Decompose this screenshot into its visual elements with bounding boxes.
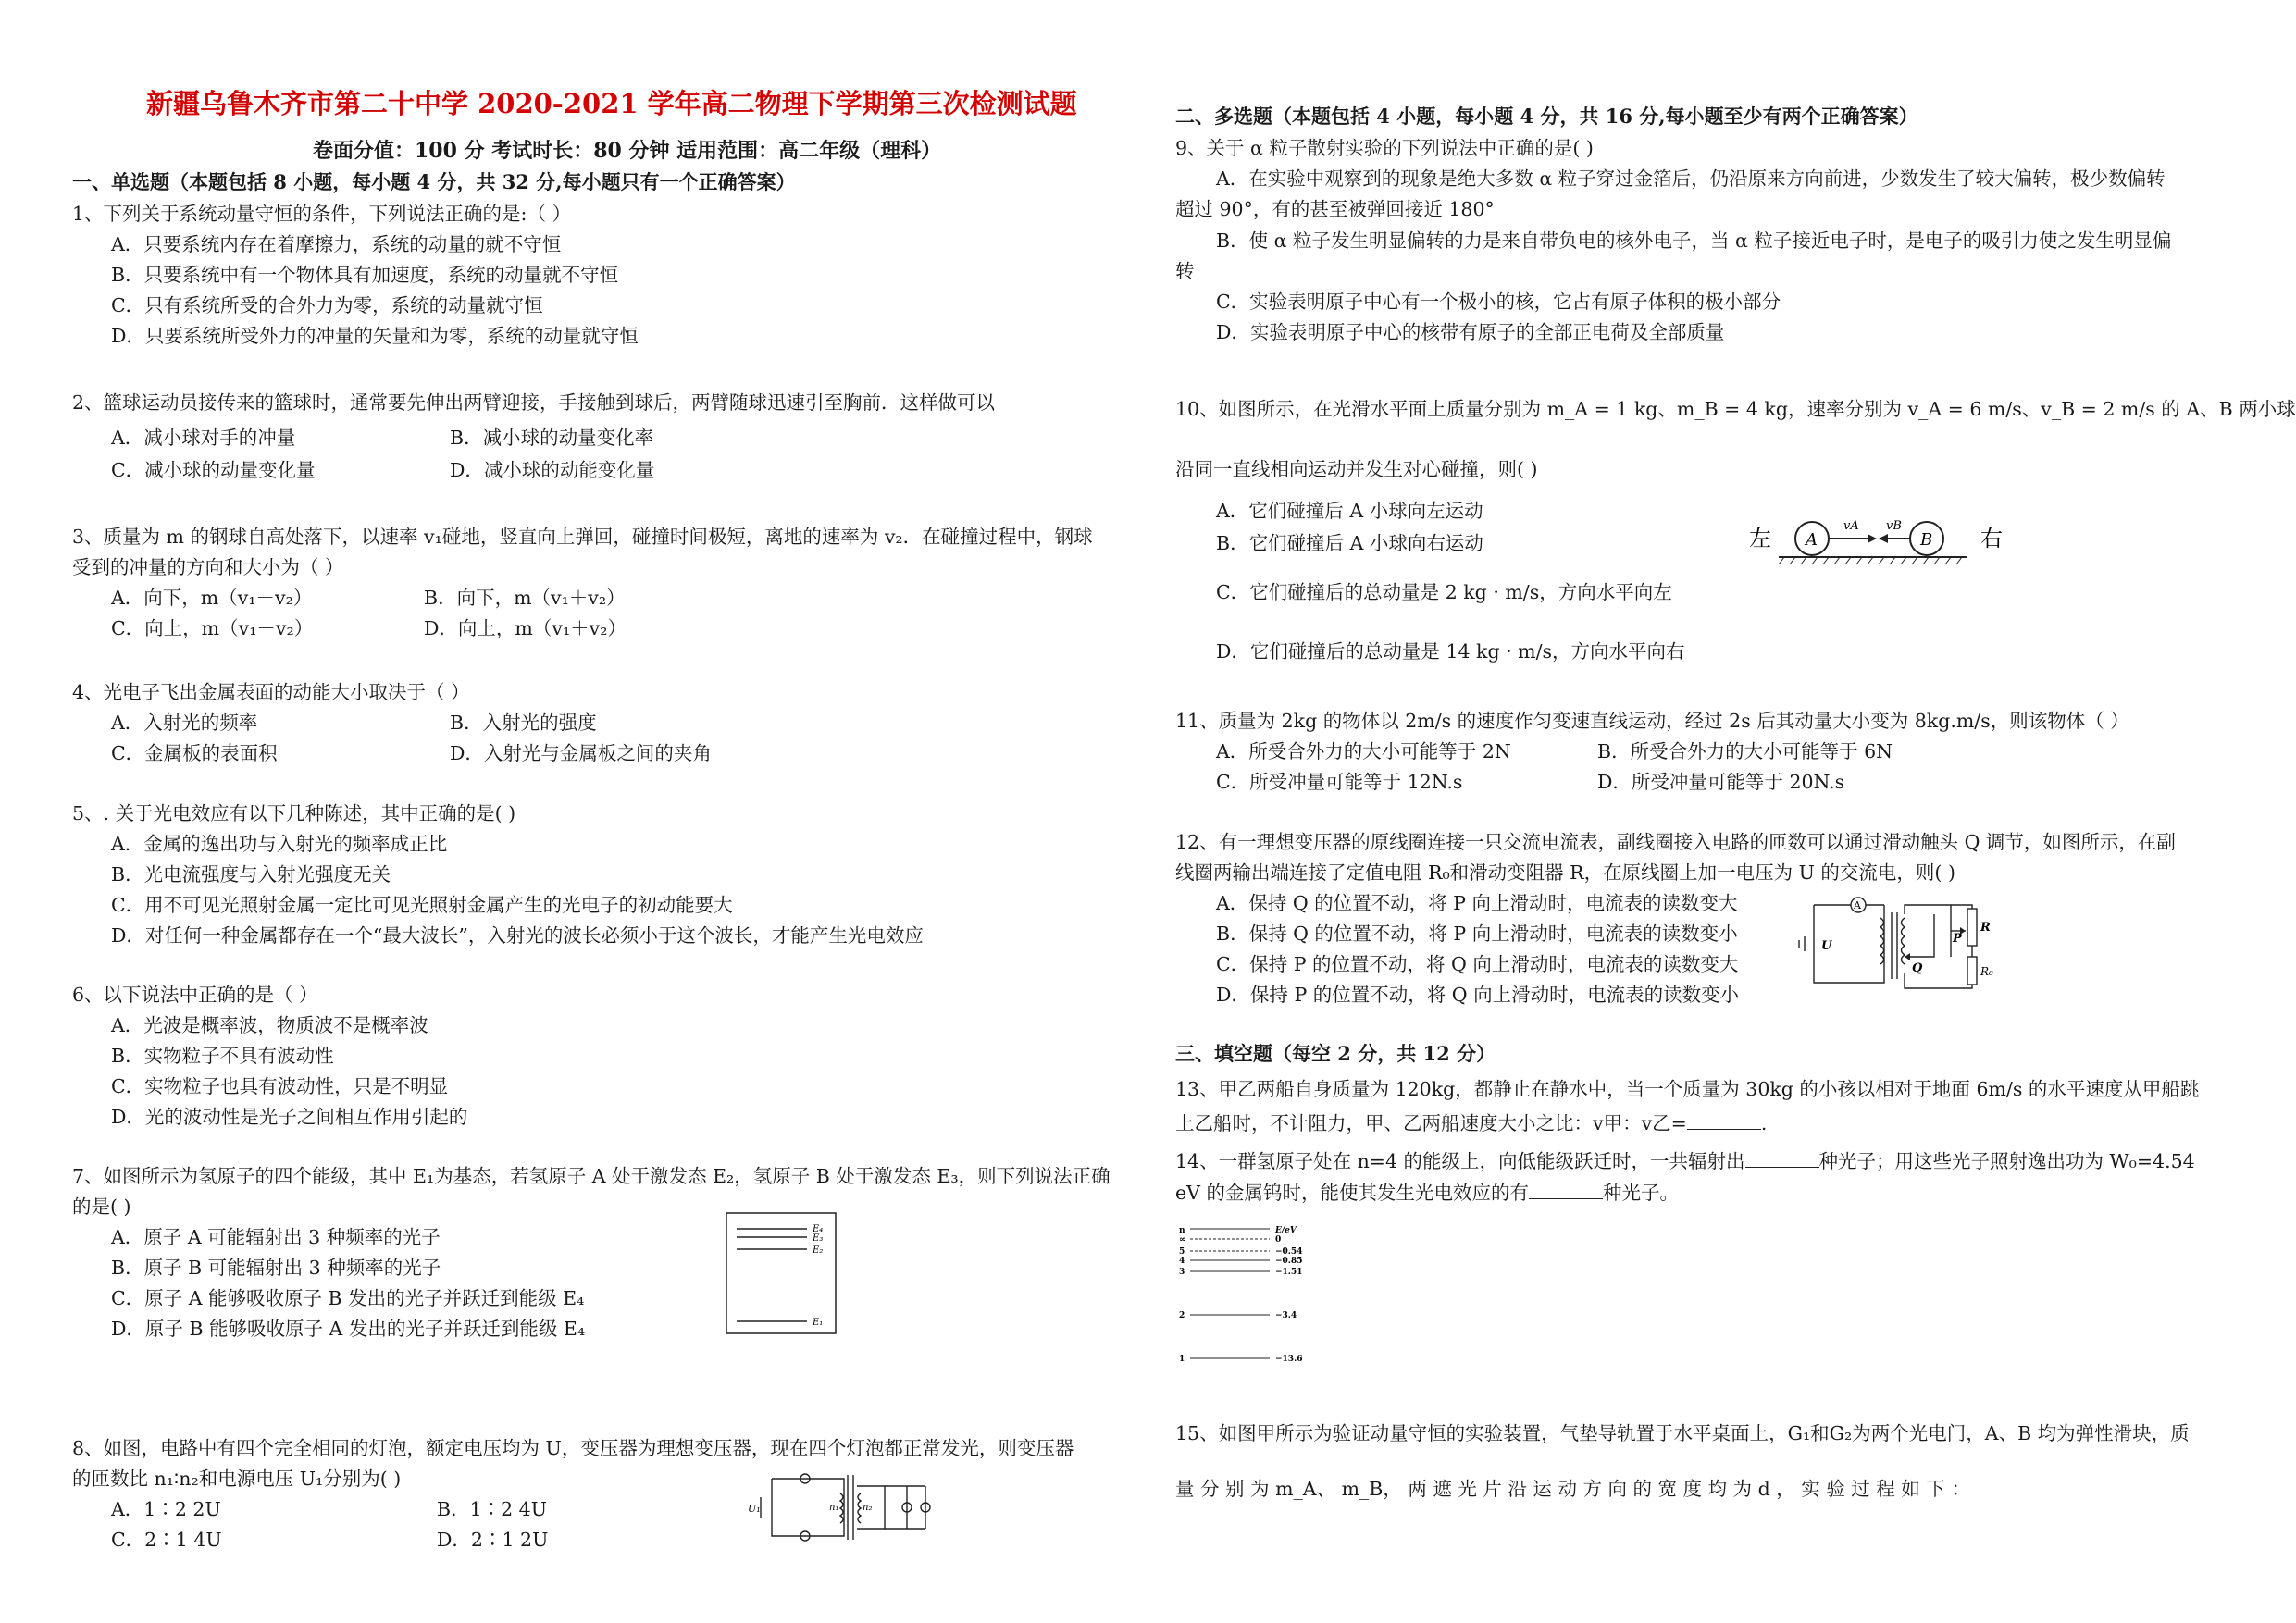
q2-stem: 2、篮球运动员接传来的篮球时，通常要先伸出两臂迎接，手接触到球后，两臂随球迅速引至胸前．这样做可以: [72, 391, 996, 414]
q7-option-d: D．原子 B 能够吸收原子 A 发出的光子并跃迁到能级 E₄: [111, 1318, 586, 1340]
q10-label-left: 左: [1749, 526, 1771, 551]
q14-level-5: [1179, 1247, 1302, 1257]
q10-option-a: A．它们碰撞后 A 小球向左运动: [1216, 500, 1483, 522]
exam-meta: 卷面分值：100 分 考试时长：80 分钟 适用范围：高二年级（理科）: [313, 139, 942, 163]
q14-level-1: [1179, 1355, 1302, 1364]
q14-level-3: [1179, 1268, 1302, 1277]
q3-option-b: B．向下，m（v₁＋v₂）: [424, 587, 626, 609]
q14-answer-blank-2[interactable]: [1529, 1197, 1603, 1199]
q3-option-a: A．向下，m（v₁－v₂）: [111, 587, 313, 609]
q9-option-d: D．实验表明原子中心的核带有原子的全部正电荷及全部质量: [1216, 321, 1725, 343]
q11-option-c: C．所受冲量可能等于 12N.s: [1216, 771, 1463, 793]
q3-stem-line2: 受到的冲量的方向和大小为（ ）: [72, 556, 344, 578]
q5-option-d: D．对任何一种金属都存在一个“最大波长”，入射光的波长必须小于这个波长，才能产生光电效应: [111, 924, 924, 947]
q14-n-header: n: [1179, 1226, 1185, 1235]
q1-option-a: A．只要系统内存在着摩擦力，系统的动量的就不守恒: [111, 233, 562, 255]
q10-collision-figure: [1749, 505, 2008, 570]
q4-option-c: C．金属板的表面积: [111, 742, 278, 764]
q12-resistor-r0: [1967, 957, 1977, 985]
q7-option-a: A．原子 A 可能辐射出 3 种频率的光子: [111, 1226, 441, 1248]
q12-transformer-circuit-figure: [1795, 886, 2008, 994]
q12-option-d: D．保持 P 的位置不动，将 Q 向上滑动时，电流表的读数变小: [1216, 984, 1740, 1006]
q10-option-c: C．它们碰撞后的总动量是 2 kg · m/s，方向水平向左: [1216, 581, 1672, 603]
q10-label-vb: vB: [1886, 519, 1902, 533]
q8-option-b: B．1∶2 4U: [437, 1498, 547, 1520]
q9-option-a-line1: A．在实验中观察到的现象是绝大多数 α 粒子穿过金箔后，仍沿原来方向前进，少数发生了较大偏转，极少数偏转: [1216, 167, 2166, 190]
q7-label-e1: E₁: [813, 1318, 824, 1328]
q7-label-e2: E₂: [813, 1245, 824, 1256]
q6-option-d: D．光的波动性是光子之间相互作用引起的: [111, 1106, 468, 1128]
q5-stem: 5、. 关于光电效应有以下几种陈述，其中正确的是( ): [72, 802, 516, 824]
q12-stem-line2: 线圈两输出端连接了定值电阻 R₀和滑动变阻器 R，在原线圈上加一电压为 U 的交流电，则( ): [1175, 861, 1955, 884]
q6-stem: 6、以下说法中正确的是（ ）: [72, 984, 318, 1006]
q12-option-a: A．保持 Q 的位置不动，将 P 向上滑动时，电流表的读数变大: [1216, 892, 1738, 914]
q12-stem-line1: 12、有一理想变压器的原线圈连接一只交流电流表，副线圈接入电路的匝数可以通过滑动触头 Q 调节，如图所示，在副: [1175, 831, 2176, 853]
q12-rheostat-r: [1967, 909, 1977, 946]
q8-option-d: D．2∶1 2U: [437, 1529, 549, 1551]
q12-label-r0: R₀: [1980, 965, 1993, 978]
q10-arrow-vb-head-icon: [1879, 534, 1888, 543]
q15-line1: 15、如图甲所示为验证动量守恒的实验装置，气垫导轨置于水平桌面上，G₁和G₂为两个光电门，A、B 均为弹性滑块，质: [1175, 1422, 2190, 1444]
q8-primary-coil-icon: [840, 1493, 843, 1523]
q12-option-b: B．保持 Q 的位置不动，将 P 向上滑动时，电流表的读数变小: [1216, 923, 1738, 945]
q9-option-b-line1: B．使 α 粒子发生明显偏转的力是来自带负电的核外电子，当 α 粒子接近电子时，是电子的吸引力使之发生明显偏: [1216, 229, 2172, 252]
svg-text:4: 4: [1179, 1257, 1185, 1266]
q13-answer-blank[interactable]: [1687, 1128, 1761, 1130]
q9-stem: 9、关于 α 粒子散射实验的下列说法中正确的是( ): [1175, 137, 1594, 159]
q2-option-d: D．减小球的动能变化量: [450, 459, 655, 481]
q2-option-c: C．减小球的动量变化量: [111, 459, 316, 481]
q12-label-p: P: [1953, 932, 1962, 946]
q10-label-right: 右: [1980, 526, 2003, 551]
q14-e-header: E/eV: [1275, 1226, 1297, 1235]
q8-option-c: C．2∶1 4U: [111, 1529, 222, 1551]
exam-title: 新疆乌鲁木齐市第二十中学 2020-2021 学年高二物理下学期第三次检测试题: [146, 88, 1077, 119]
q4-stem: 4、光电子飞出金属表面的动能大小取决于（ ）: [72, 681, 470, 703]
q8-stem-line1: 8、如图，电路中有四个完全相同的灯泡，额定电压均为 U，变压器为理想变压器，现在四个灯泡都正常发光，则变压器: [72, 1437, 1074, 1459]
q14-line2-end: 种光子。: [1602, 1182, 1679, 1204]
q14-line1: [1175, 1146, 2195, 1173]
svg-text:−13.6: −13.6: [1275, 1355, 1303, 1364]
q12-option-c: C．保持 P 的位置不动，将 Q 向上滑动时，电流表的读数变大: [1216, 953, 1739, 975]
q6-option-a: A．光波是概率波，物质波不是概率波: [111, 1014, 428, 1036]
q9-option-a-line2: 超过 90°，有的甚至被弹回接近 180°: [1175, 198, 1495, 220]
q7-stem-line2: 的是( ): [72, 1196, 131, 1218]
q8-label-u1: U₁: [748, 1503, 761, 1515]
q7-option-c: C．原子 A 能够吸收原子 B 发出的光子并跃迁到能级 E₄: [111, 1287, 585, 1309]
q4-option-a: A．入射光的频率: [111, 712, 258, 734]
q1-option-d: D．只要系统所受外力的冲量的矢量和为零，系统的动量就守恒: [111, 325, 639, 347]
q4-option-d: D．入射光与金属板之间的夹角: [450, 742, 712, 764]
q14-answer-blank-1[interactable]: [1745, 1166, 1819, 1168]
q3-option-c: C．向上，m（v₁－v₂）: [111, 617, 314, 639]
q14-energy-level-figure: [1177, 1221, 1307, 1369]
q12-label-r: R: [1980, 921, 1991, 935]
q12-slider-q-icon: [1905, 953, 1910, 960]
q13-line2-end: .: [1760, 1112, 1768, 1134]
svg-text:1: 1: [1179, 1355, 1185, 1364]
q5-option-b: B．光电流强度与入射光强度无关: [111, 863, 391, 886]
q15-line2: 量 分 别 为 m_A、 m_B， 两 遮 光 片 沿 运 动 方 向 的 宽 度 均 为 d ， 实 验 过 程 如 下 ：: [1175, 1478, 1970, 1500]
q8-transformer-circuit-figure: [744, 1469, 938, 1545]
q14-level-4: [1179, 1257, 1302, 1266]
q10-arrow-va-head-icon: [1868, 534, 1877, 543]
q9-option-b-line2: 转: [1175, 260, 1195, 282]
q10-stem-line2: 沿同一直线相向运动并发生对心碰撞，则( ): [1175, 458, 1538, 480]
svg-text:−3.4: −3.4: [1275, 1311, 1297, 1320]
q1-stem: 1、下列关于系统动量守恒的条件，下列说法正确的是:（ ）: [72, 203, 571, 225]
q7-stem-line1: 7、如图所示为氢原子的四个能级，其中 E₁为基态，若氢原子 A 处于激发态 E₂，氢原子 B 处于激发态 E₃，则下列说法正确: [72, 1165, 1111, 1187]
q13-line2: [1175, 1108, 1767, 1135]
q3-option-d: D．向上，m（v₁＋v₂）: [424, 617, 627, 639]
q10-label-va: vA: [1843, 519, 1859, 533]
q4-option-b: B．入射光的强度: [450, 712, 597, 734]
svg-text:5: 5: [1179, 1247, 1185, 1257]
svg-text:2: 2: [1179, 1311, 1185, 1320]
q9-option-c: C．实验表明原子中心有一个极小的核，它占有原子体积的极小部分: [1216, 291, 1781, 313]
q1-option-b: B．只要系统中有一个物体具有加速度，系统的动量就不守恒: [111, 264, 619, 286]
q5-option-c: C．用不可见光照射金属一定比可见光照射金属产生的光电子的初动能要大: [111, 894, 733, 916]
q8-label-n2: n₂: [863, 1503, 873, 1513]
q12-label-ammeter: A: [1854, 899, 1861, 911]
q14-line2: [1175, 1177, 1679, 1205]
q7-energy-level-figure: [726, 1212, 837, 1334]
q10-ground-hatch: [1779, 557, 1962, 564]
q8-secondary-coil-icon: [858, 1493, 861, 1523]
q10-ball-a-label: A: [1806, 530, 1818, 550]
svg-text:∞: ∞: [1179, 1235, 1186, 1245]
svg-text:−0.54: −0.54: [1275, 1247, 1303, 1257]
svg-text:3: 3: [1179, 1268, 1185, 1277]
svg-text:0: 0: [1275, 1235, 1282, 1245]
q14-level-2: [1179, 1311, 1297, 1320]
section-single-choice: 一、单选题（本题包括 8 小题，每小题 4 分，共 32 分,每小题只有一个正确答案）: [72, 170, 796, 193]
q8-stem-line2: 的匝数比 n₁∶n₂和电源电压 U₁分别为( ): [72, 1468, 402, 1490]
q11-option-b: B．所受合外力的大小可能等于 6N: [1597, 740, 1893, 762]
q6-option-c: C．实物粒子也具有波动性，只是不明显: [111, 1075, 449, 1097]
svg-text:−1.51: −1.51: [1275, 1268, 1303, 1277]
q11-option-a: A．所受合外力的大小可能等于 2N: [1216, 740, 1511, 762]
q11-option-d: D．所受冲量可能等于 20N.s: [1597, 771, 1845, 793]
q14-line2-text: eV 的金属钨时，能使其发生光电效应的有: [1175, 1182, 1529, 1204]
q2-option-a: A．减小球对手的冲量: [111, 427, 296, 449]
section-fill-in: 三、填空题（每空 2 分，共 12 分）: [1175, 1042, 1496, 1065]
q8-label-n1: n₁: [829, 1503, 839, 1513]
q2-option-b: B．减小球的动量变化率: [450, 427, 654, 449]
q7-option-b: B．原子 B 可能辐射出 3 种频率的光子: [111, 1257, 441, 1279]
q14-level-inf: [1179, 1235, 1281, 1245]
q12-secondary-coil-icon: [1902, 918, 1905, 964]
q5-option-a: A．金属的逸出功与入射光的频率成正比: [111, 833, 448, 855]
q11-stem: 11、质量为 2kg 的物体以 2m/s 的速度作匀变速直线运动，经过 2s 后其动量大小变为 8kg.m/s，则该物体（ ）: [1175, 710, 2129, 732]
svg-text:−0.85: −0.85: [1275, 1257, 1303, 1266]
q1-option-c: C．只有系统所受的合外力为零，系统的动量就守恒: [111, 294, 543, 316]
q7-label-e3: E₃: [813, 1233, 824, 1244]
q10-option-d: D．它们碰撞后的总动量是 14 kg · m/s，方向水平向右: [1216, 640, 1685, 663]
q6-option-b: B．实物粒子不具有波动性: [111, 1045, 334, 1067]
q13-line1: 13、甲乙两船自身质量为 120kg，都静止在静水中，当一个质量为 30kg 的小孩以相对于地面 6m/s 的水平速度从甲船跳: [1175, 1078, 2200, 1100]
section-multiple-choice: 二、多选题（本题包括 4 小题，每小题 4 分，共 16 分,每小题至少有两个正确答案）: [1175, 105, 1918, 128]
q10-option-b: B．它们碰撞后 A 小球向右运动: [1216, 532, 1483, 554]
q12-label-u: U: [1821, 939, 1832, 953]
q10-stem-line1: 10、如图所示，在光滑水平面上质量分别为 m_A = 1 kg、m_B = 4 kg，速率分别为 v_A = 6 m/s、v_B = 2 m/s 的 A、B 两小球: [1175, 398, 2296, 420]
q3-stem-line1: 3、质量为 m 的钢球自高处落下，以速率 v₁碰地，竖直向上弹回，碰撞时间极短，离地的速率为 v₂．在碰撞过程中，钢球: [72, 526, 1093, 548]
q8-option-a: A．1∶2 2U: [111, 1498, 221, 1520]
q10-ball-b-label: B: [1920, 530, 1933, 550]
q14-line1-end: 种光子；用这些光子照射逸出功为 W₀=4.54: [1818, 1150, 2195, 1172]
q12-label-q: Q: [1912, 961, 1923, 975]
q7-label-e4: E₄: [813, 1224, 824, 1234]
q12-primary-coil-icon: [1880, 918, 1884, 964]
q14-line1-text: 14、一群氢原子处在 n=4 的能级上，向低能级跃迁时，一共辐射出: [1175, 1150, 1745, 1172]
q13-line2-text: 上乙船时，不计阻力，甲、乙两船速度大小之比：v甲：v乙=: [1175, 1112, 1687, 1134]
